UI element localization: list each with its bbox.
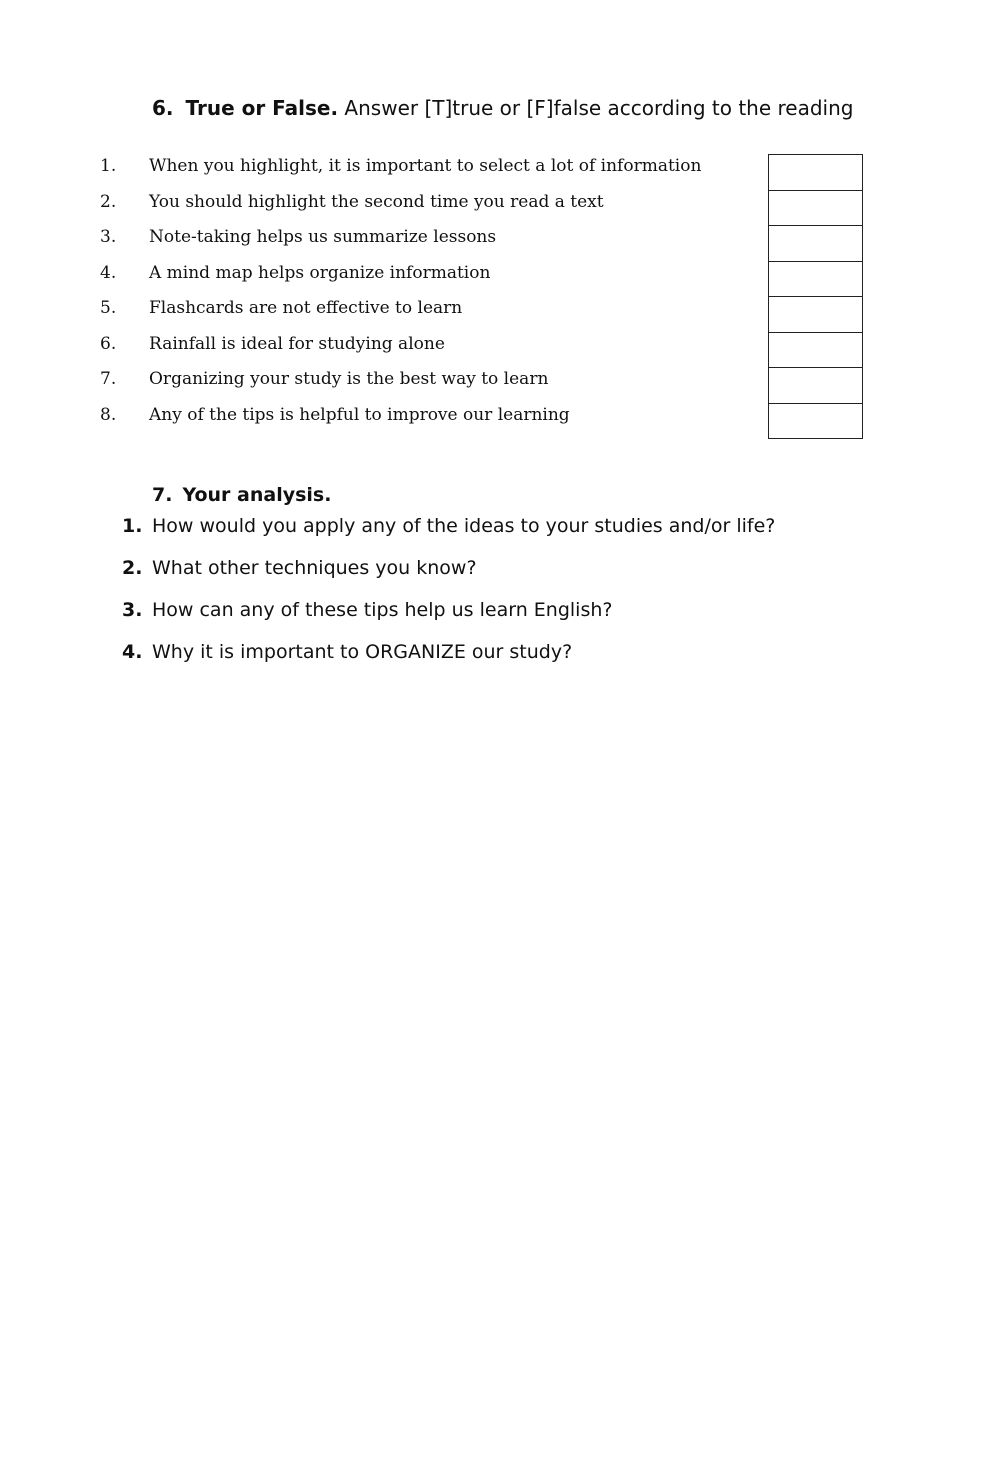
true-false-item (100, 398, 760, 434)
item-number: 8. (100, 404, 117, 425)
true-false-item (100, 327, 760, 363)
question-number: 3. (122, 599, 143, 621)
question-number: 2. (122, 557, 143, 579)
true-false-item (100, 220, 760, 256)
question-text: Why it is important to ORGANIZE our study? (152, 641, 573, 663)
answer-box-8[interactable] (769, 404, 862, 440)
answer-box-1[interactable] (769, 155, 862, 191)
answer-box-column (768, 154, 863, 439)
item-number: 5. (100, 298, 117, 318)
section-6-number: 6. (152, 96, 174, 120)
question-number: 4. (122, 641, 143, 663)
answer-box-7[interactable] (769, 368, 862, 404)
section-7-heading (152, 482, 331, 508)
true-false-list (100, 149, 760, 433)
item-statement: You should highlight the second time you read a text (149, 191, 604, 212)
analysis-question (122, 510, 775, 552)
answer-box-3[interactable] (769, 226, 862, 262)
answer-box-2[interactable] (769, 191, 862, 227)
section-6-title: True or False. (185, 96, 339, 120)
item-statement: Rainfall is ideal for studying alone (149, 333, 445, 354)
item-number: 3. (100, 227, 117, 247)
item-number: 7. (100, 369, 117, 389)
section-7-title: Your analysis. (182, 484, 332, 506)
analysis-question (122, 594, 775, 636)
item-number: 6. (100, 333, 117, 354)
section-6-instructions: Answer [T]true or [F]false according to the reading (338, 96, 854, 120)
question-number: 1. (122, 515, 143, 537)
true-false-item (100, 149, 760, 185)
question-text: How can any of these tips help us learn English? (152, 599, 613, 621)
item-statement: Organizing your study is the best way to learn (149, 369, 549, 389)
item-statement: When you highlight, it is important to select a lot of information (149, 156, 702, 176)
true-false-item (100, 291, 760, 327)
true-false-item (100, 185, 760, 221)
item-statement: A mind map helps organize information (149, 262, 491, 283)
answer-box-6[interactable] (769, 333, 862, 369)
item-statement: Note-taking helps us summarize lessons (149, 227, 497, 247)
true-false-item (100, 256, 760, 292)
item-statement: Any of the tips is helpful to improve our learning (149, 404, 570, 425)
true-false-item (100, 362, 760, 398)
item-number: 2. (100, 191, 117, 212)
section-6-heading (152, 94, 853, 122)
item-statement: Flashcards are not effective to learn (149, 298, 463, 318)
analysis-question (122, 552, 775, 594)
answer-box-4[interactable] (769, 262, 862, 298)
analysis-question-list (122, 510, 775, 678)
question-text: How would you apply any of the ideas to your studies and/or life? (152, 515, 776, 537)
item-number: 4. (100, 262, 117, 283)
section-7-number: 7. (152, 484, 173, 506)
question-text: What other techniques you know? (152, 557, 477, 579)
analysis-question (122, 636, 775, 678)
answer-box-5[interactable] (769, 297, 862, 333)
item-number: 1. (100, 156, 117, 176)
